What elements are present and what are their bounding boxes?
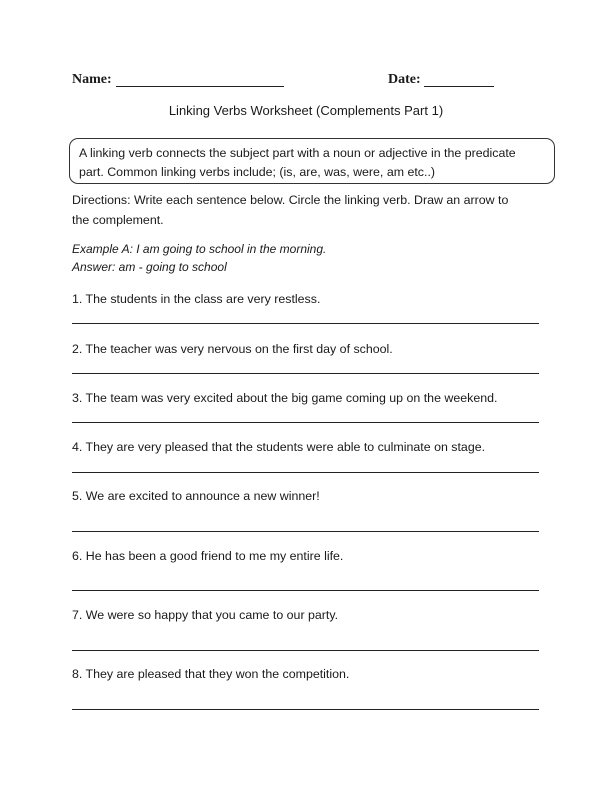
intro-line-1: A linking verb connects the subject part with a noun or adjective in the predicate — [79, 146, 516, 160]
question-4: 4. They are very pleased that the students were able to culminate on stage. — [72, 440, 486, 454]
question-3: 3. The team was very excited about the big game coming up on the weekend. — [72, 391, 498, 405]
example-block — [72, 240, 542, 276]
question-5: 5. We are excited to announce a new winner! — [72, 489, 320, 503]
answer-line-4[interactable] — [72, 472, 539, 473]
answer-line-6[interactable] — [72, 590, 539, 591]
date-field[interactable] — [424, 86, 494, 87]
example-sentence: Example A: I am going to school in the morning. — [72, 242, 327, 256]
directions — [72, 190, 542, 230]
answer-line-1[interactable] — [72, 323, 539, 324]
answer-line-7[interactable] — [72, 650, 539, 651]
directions-line-1: Directions: Write each sentence below. Circle the linking verb. Draw an arrow to — [72, 193, 509, 207]
question-2: 2. The teacher was very nervous on the first day of school. — [72, 342, 393, 356]
answer-line-2[interactable] — [72, 373, 539, 374]
question-7: 7. We were so happy that you came to our party. — [72, 608, 339, 622]
intro-box — [69, 138, 555, 184]
name-field[interactable] — [116, 86, 284, 87]
question-6: 6. He has been a good friend to me my entire life. — [72, 549, 344, 563]
question-1: 1. The students in the class are very restless. — [72, 292, 321, 306]
example-answer: Answer: am - going to school — [72, 260, 227, 274]
answer-line-3[interactable] — [72, 422, 539, 423]
intro-line-2: part. Common linking verbs include; (is, are, was, were, am etc..) — [79, 165, 436, 179]
answer-line-5[interactable] — [72, 531, 539, 532]
question-8: 8. They are pleased that they won the competition. — [72, 667, 350, 681]
directions-line-2: the complement. — [72, 213, 164, 227]
worksheet-title: Linking Verbs Worksheet (Complements Part 1) — [168, 103, 444, 118]
name-label: Name: — [72, 72, 112, 87]
answer-line-8[interactable] — [72, 709, 539, 710]
header-row — [72, 72, 542, 92]
date-label: Date: — [388, 72, 421, 87]
